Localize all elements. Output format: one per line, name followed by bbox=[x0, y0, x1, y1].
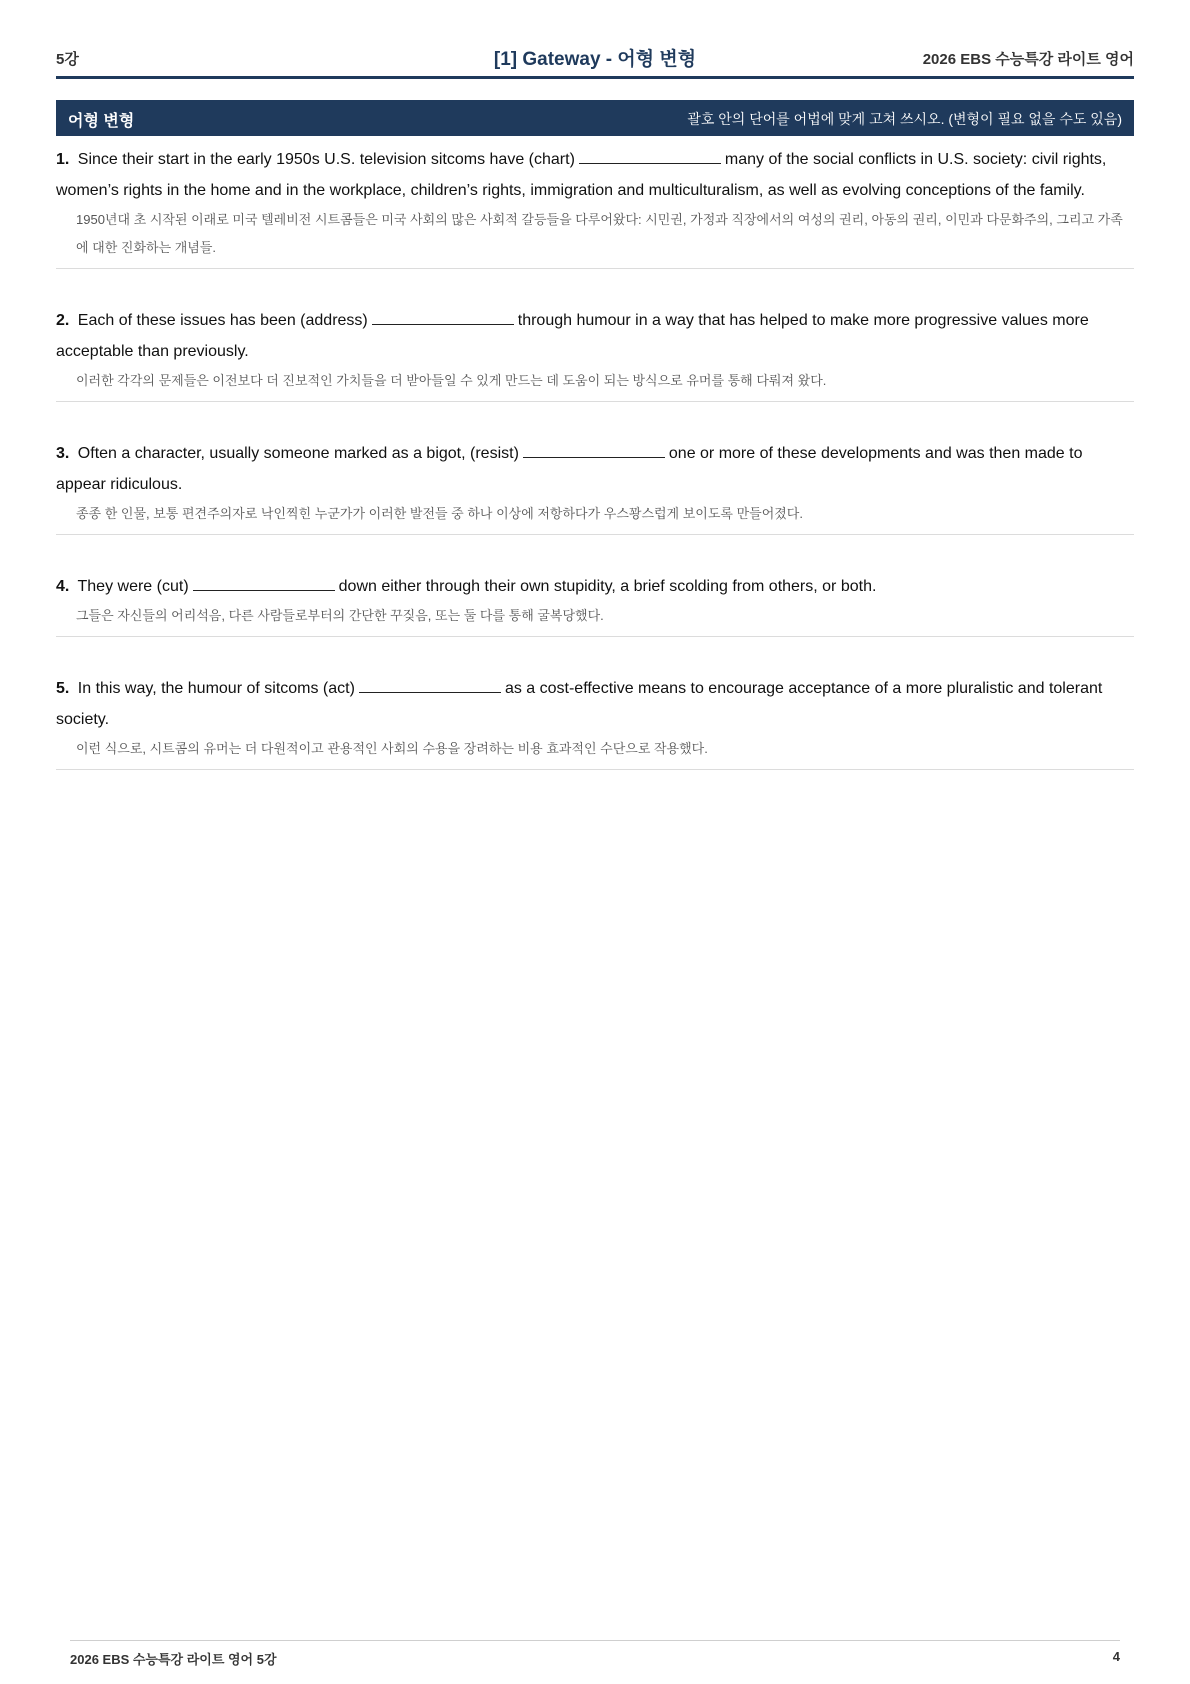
question-suffix: many of the social conflicts in U.S. society: civil rights, women’s rights in the home and in the workplace, children’s rights, immigration and multiculturalism, as well as evolving conceptions of the family. bbox=[56, 151, 1107, 199]
question-suffix: through humour in a way that has helped to make more progressive values more acceptable than previously. bbox=[56, 312, 1089, 360]
section-banner bbox=[56, 100, 1134, 136]
question-number: 1. bbox=[56, 151, 70, 168]
question-translation: 그들은 자신들의 어리석음, 다른 사람들로부터의 간단한 꾸짖음, 또는 둘 다를 통해 굴복당했다. bbox=[76, 608, 604, 623]
question-item bbox=[56, 673, 1134, 770]
question-prefix: Since their start in the early 1950s U.S. television sitcoms have (chart) bbox=[77, 151, 575, 168]
question-item bbox=[56, 144, 1134, 269]
question-prefix: Each of these issues has been (address) bbox=[77, 312, 368, 329]
question-item bbox=[56, 571, 1134, 637]
question-number: 2. bbox=[56, 312, 70, 329]
question-prefix: Often a character, usually someone marked as a bigot, (resist) bbox=[77, 445, 519, 462]
question-translation: 이런 식으로, 시트콤의 유머는 더 다원적이고 관용적인 사회의 수용을 장려하는 비용 효과적인 수단으로 작용했다. bbox=[76, 741, 708, 756]
question-text bbox=[56, 305, 1134, 367]
page-title: [1] Gateway - 어형 변형 bbox=[493, 49, 697, 70]
answer-blank[interactable] bbox=[523, 443, 665, 458]
question-text bbox=[56, 144, 1134, 206]
question-suffix: one or more of these developments and was then made to appear ridiculous. bbox=[56, 445, 1083, 493]
section-instruction: 괄호 안의 단어를 어법에 맞게 고쳐 쓰시오. (변형이 필요 없을 수도 있음) bbox=[687, 111, 1122, 127]
question-translation: 1950년대 초 시작된 이래로 미국 텔레비전 시트콤들은 미국 사회의 많은 사회적 갈등들을 다루어왔다: 시민권, 가정과 직장에서의 여성의 권리, 아동의 권리, 이민과 다문화주의, 그리고 가족에 대한 진화하는 개념들. bbox=[76, 212, 1123, 255]
question-item bbox=[56, 305, 1134, 402]
section-label: 어형 변형 bbox=[68, 113, 135, 130]
question-list bbox=[56, 144, 1134, 806]
question-prefix: In this way, the humour of sitcoms (act) bbox=[77, 680, 355, 697]
question-text bbox=[56, 438, 1134, 500]
lesson-label: 5강 bbox=[56, 51, 79, 68]
book-title: 2026 EBS 수능특강 라이트 영어 bbox=[922, 51, 1134, 68]
answer-blank[interactable] bbox=[579, 149, 721, 164]
page-footer bbox=[70, 1640, 1120, 1667]
question-text bbox=[56, 571, 1134, 602]
question-item bbox=[56, 438, 1134, 535]
question-suffix: as a cost-effective means to encourage acceptance of a more pluralistic and tolerant society. bbox=[56, 680, 1103, 728]
question-number: 3. bbox=[56, 445, 70, 462]
answer-blank[interactable] bbox=[193, 576, 335, 591]
question-translation: 이러한 각각의 문제들은 이전보다 더 진보적인 가치들을 더 받아들일 수 있게 만드는 데 도움이 되는 방식으로 유머를 통해 다뤄져 왔다. bbox=[76, 373, 827, 388]
question-prefix: They were (cut) bbox=[77, 578, 189, 595]
footer-title: 2026 EBS 수능특강 라이트 영어 5강 bbox=[70, 1652, 277, 1667]
answer-blank[interactable] bbox=[359, 678, 501, 693]
question-number: 4. bbox=[56, 578, 70, 595]
question-text bbox=[56, 673, 1134, 735]
question-translation: 종종 한 인물, 보통 편견주의자로 낙인찍힌 누군가가 이러한 발전들 중 하나 이상에 저항하다가 우스꽝스럽게 보이도록 만들어졌다. bbox=[76, 506, 803, 521]
page-number: 4 bbox=[1112, 1649, 1120, 1664]
question-number: 5. bbox=[56, 680, 70, 697]
answer-blank[interactable] bbox=[372, 310, 514, 325]
question-suffix: down either through their own stupidity, a brief scolding from others, or both. bbox=[338, 578, 877, 595]
page-header bbox=[56, 42, 1134, 79]
